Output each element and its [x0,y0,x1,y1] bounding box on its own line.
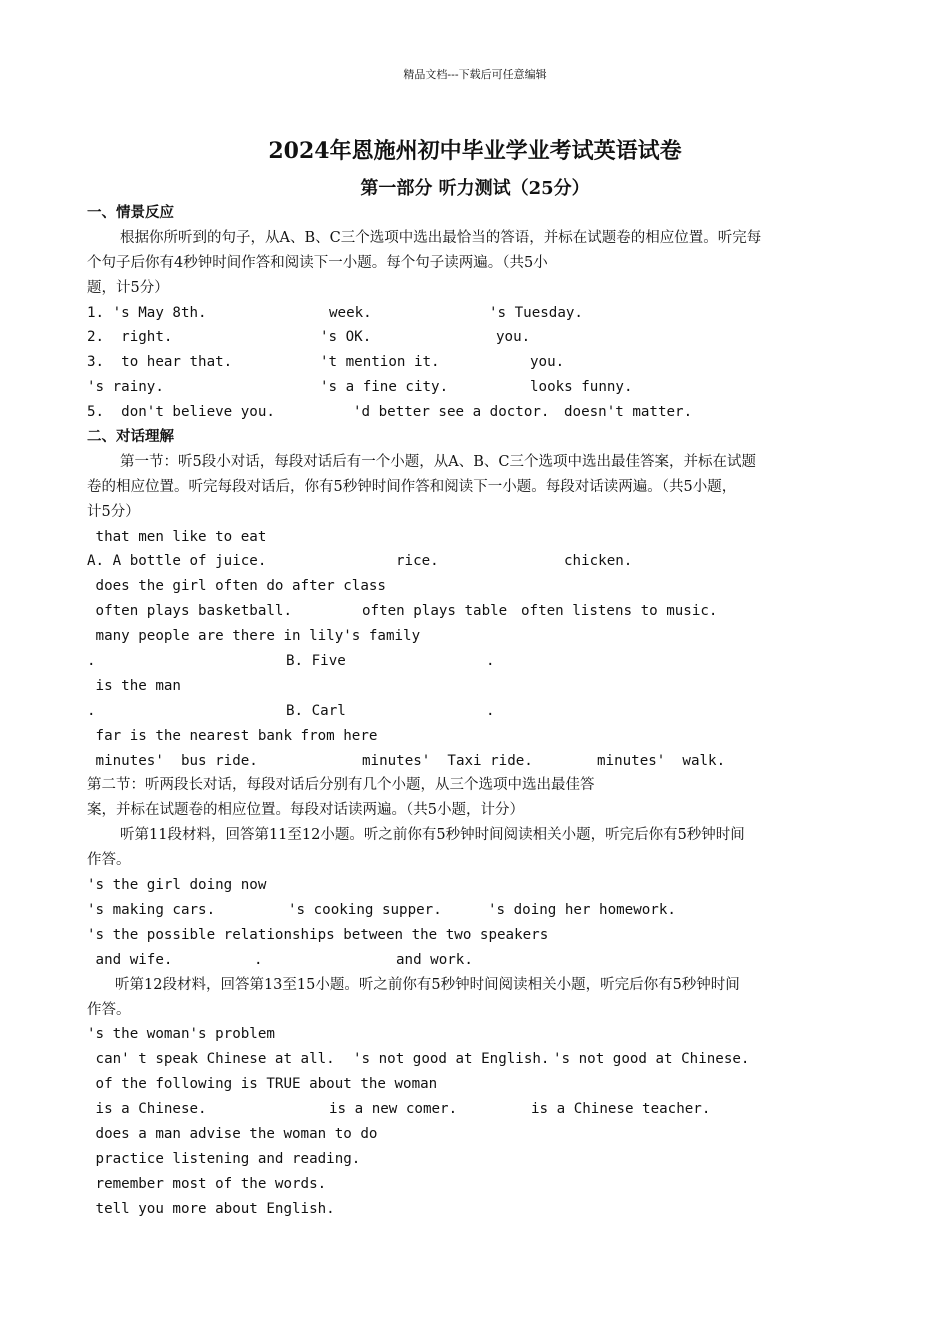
question-3-option-c: you. [530,354,565,371]
instruction-line: 卷的相应位置。听完每段对话后，你有5秒钟时间作答和阅读下一小题。每段对话读两遍。（共5小题， [87,478,737,495]
question-11-option-a: 's making cars. [87,901,216,918]
part-one-title: 第一部分 听力测试（25分） [360,178,590,199]
exam-title: 2024年恩施州初中毕业学业考试英语试卷 [268,138,682,164]
question-2-option-b: 's OK. [320,329,372,346]
instruction-line: 听第11段材料，回答第11至12小题。听之前你有5秒钟时间阅读相关小题，听完后你有5秒钟时间 [120,827,745,844]
question-4-option-b: 's a fine city. [320,379,449,396]
question-5 [87,400,867,425]
instruction-line: 个句子后你有4秒钟时间作答和阅读下一小题。每个句子读两遍。（共5小 [87,254,548,271]
question-1-option-b: week. [329,304,372,321]
question-10-option-c: minutes' walk. [597,752,726,769]
question-7-option-a: often plays basketball. [87,603,292,620]
section-heading-1: 一、情景反应 [87,204,174,221]
question-10-options [87,749,867,774]
instruction-line: 案，并标在试题卷的相应位置。每段对话读两遍。（共5小题，计分） [87,802,524,819]
question-9-option-b: B. Carl [286,702,346,719]
question-4-option-c: looks funny. [530,379,633,396]
question-12-option-b: . [254,951,263,968]
question-2-option-a: 2. right. [87,329,173,346]
question-9-options [87,699,867,724]
question-15-option-c: tell you more about English. [87,1200,335,1217]
question-10-option-b: minutes' Taxi ride. [362,752,533,769]
question-3 [87,350,867,375]
question-13-options [87,1047,867,1072]
instruction-line: 计5分） [87,503,140,520]
question-15-option-b: remember most of the words. [87,1175,327,1192]
question-8-option-a: . [87,653,96,670]
question-11: 's the girl doing now [87,877,267,894]
question-8-option-c: . [486,653,495,670]
question-12-options [87,948,867,973]
question-14: of the following is TRUE about the woman [87,1076,438,1093]
question-12-option-c: and work. [396,951,473,968]
question-1 [87,301,867,326]
question-10-option-a: minutes' bus ride. [87,752,258,769]
question-12-option-a: and wife. [87,951,173,968]
question-14-option-c: is a Chinese teacher. [531,1101,711,1118]
question-11-option-c: 's doing her homework. [488,901,676,918]
question-15: does a man advise the woman to do [87,1125,378,1142]
question-14-options [87,1097,867,1122]
question-4-option-a: 's rainy. [87,379,164,396]
question-14-option-a: is a Chinese. [87,1101,207,1118]
question-11-options [87,898,867,923]
instruction-line: 根据你所听到的句子，从A、B、C三个选项中选出最恰当的答语，并标在试题卷的相应位置。听完每 [120,229,762,246]
question-6-option-b: rice. [396,553,439,570]
question-8-option-b: B. Five [286,653,346,670]
question-9-option-c: . [486,702,495,719]
question-13-option-a: can' t speak Chinese at all. [87,1051,335,1068]
question-3-option-a: 3. to hear that. [87,354,233,371]
question-5-option-b: 'd better see a doctor. [353,404,550,421]
question-8-options [87,649,867,674]
question-7: does the girl often do after class [87,578,386,595]
exam-body [87,201,867,1222]
question-1-option-c: 's Tuesday. [489,304,583,321]
question-5-option-c: doesn't matter. [564,404,693,421]
question-7-option-b: often plays table [362,603,508,620]
question-5-option-a: 5. don't believe you. [87,404,275,421]
instruction-line: 作答。 [87,1001,131,1018]
question-9: is the man [87,677,181,694]
question-1-option-a: 1. 's May 8th. [87,304,207,321]
question-6-options [87,549,867,574]
question-7-options [87,599,867,624]
question-13-option-c: 's not good at Chinese. [553,1051,750,1068]
question-9-option-a: . [87,702,96,719]
question-2-option-c: you. [496,329,531,346]
instruction-line: 第一节：听5段小对话，每段对话后有一个小题，从A、B、C三个选项中选出最佳答案，并标在试题 [120,453,756,470]
question-13: 's the woman's problem [87,1026,275,1043]
question-10: far is the nearest bank from here [87,727,378,744]
instruction-line: 听第12段材料，回答第13至15小题。听之前你有5秒钟时间阅读相关小题，听完后你有5秒钟时间 [115,976,740,993]
page-header: 精品文档---下载后可任意编辑 [403,68,547,81]
question-2 [87,325,867,350]
instruction-line: 作答。 [87,852,131,869]
question-8: many people are there in lily's family [87,628,421,645]
question-6: that men like to eat [87,528,267,545]
question-7-option-c: often listens to music. [521,603,718,620]
instruction-line: 第二节：听两段长对话，每段对话后分别有几个小题，从三个选项中选出最佳答 [87,777,595,794]
section-heading-2: 二、对话理解 [87,428,174,446]
question-4 [87,375,867,400]
question-12: 's the possible relationships between the two speakers [87,926,549,943]
question-13-option-b: 's not good at English. [353,1051,550,1068]
question-6-option-c: chicken. [564,553,633,570]
question-11-option-b: 's cooking supper. [288,901,442,918]
question-15-option-a: practice listening and reading. [87,1150,361,1167]
instruction-line: 题，计5分） [87,279,169,296]
question-14-option-b: is a new comer. [329,1101,458,1118]
question-3-option-b: 't mention it. [320,354,440,371]
question-6-option-a: A. A bottle of juice. [87,553,267,570]
